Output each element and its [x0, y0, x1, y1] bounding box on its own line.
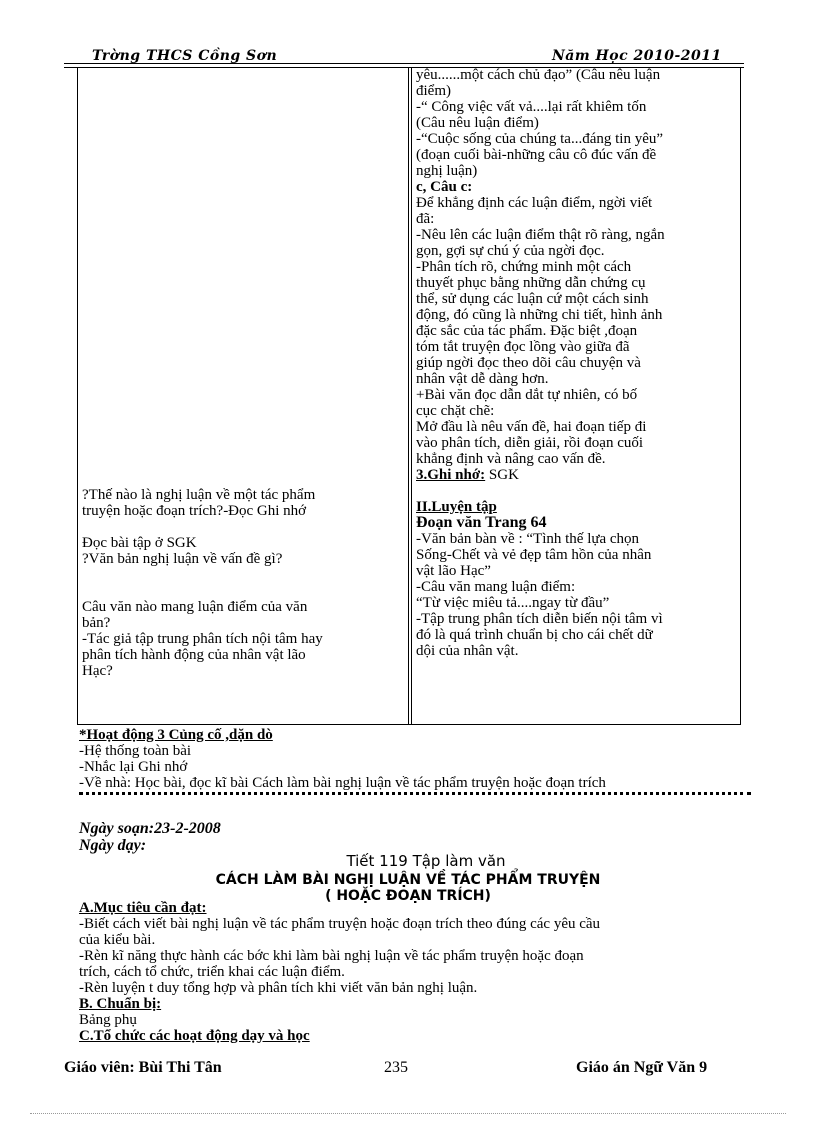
activity-3-line: -Hệ thống toàn bài [79, 743, 192, 759]
section-b-heading: B. Chuẩn bị: [79, 996, 162, 1012]
header-year: Năm Học 2010-2011 [552, 48, 722, 64]
lesson-dates [79, 820, 221, 854]
right-column-line: c, Câu c: [416, 179, 473, 195]
lesson-title: Tiết 119 Tập làm văn [346, 852, 506, 870]
bottom-dotted-line [30, 1113, 786, 1114]
footer-teacher: Giáo viên: Bùi Thi Tân [64, 1059, 222, 1076]
section-a-line: -Rèn kĩ năng thực hành các bớc khi làm bài nghị luận về tác phẩm truyện hoặc đoạn [79, 948, 584, 964]
right-column-line: “Từ việc miêu tả....ngay từ đầu” [416, 595, 610, 611]
lesson-table [77, 67, 741, 725]
lesson-heading-line1: CÁCH LÀM BÀI NGHỊ LUẬN VỀ TÁC PHẨM TRUYỆN [215, 872, 601, 888]
left-column-line [82, 519, 402, 535]
activity-3-line: -Nhắc lại Ghi nhớ [79, 759, 188, 775]
left-column-line: Câu văn nào mang luận điểm của văn [82, 599, 308, 615]
left-column-line [82, 567, 402, 583]
section-b-line: Bảng phụ [79, 1012, 137, 1028]
right-column-line: thuyết phục bằng những dẫn chứng cụ [416, 275, 646, 291]
left-column-line: -Tác giả tập trung phân tích nội tâm hay [82, 631, 323, 647]
left-column-line: truyện hoặc đoạn trích?-Đọc Ghi nhớ [82, 503, 307, 519]
right-column-line: Đoạn văn Trang 64 [416, 514, 547, 531]
right-column-line [416, 483, 734, 499]
right-column-line: gọn, gợi sự chú ý của ngời đọc. [416, 243, 605, 259]
right-column-line: khẳng định và nâng cao vấn đề. [416, 451, 606, 467]
right-column-line: -“Cuộc sống của chúng ta...đáng tin yêu” [416, 131, 664, 147]
footer-subject: Giáo án Ngữ Văn 9 [576, 1059, 708, 1076]
right-column-line: Sống-Chết và vẻ đẹp tâm hồn của nhân [416, 547, 652, 563]
left-column-line: ?Thế nào là nghị luận về một tác phẩm [82, 487, 316, 503]
right-column-line: (đoạn cuối bài-những câu cô đúc vấn đề [416, 147, 657, 163]
right-column-line: nghị luận) [416, 163, 478, 179]
right-column-line: đã: [416, 211, 435, 227]
right-column-line: giúp ngời đọc theo dõi câu chuyện và [416, 355, 641, 371]
left-column-line [82, 583, 402, 599]
right-column-line: đặc sắc của tác phẩm. Đặc biệt ,đoạn [416, 323, 638, 339]
section-a-line: của kiểu bài. [79, 932, 156, 948]
activity-3-section [79, 727, 747, 791]
activity-3-line: -Về nhà: Học bài, đọc kĩ bài Cách làm bài nghị luận về tác phẩm truyện hoặc đoạn trích [79, 775, 606, 791]
left-column-line: ?Văn bản nghị luận về vấn đề gì? [82, 551, 283, 567]
ghi-nho-label: 3.Ghi nhớ: [416, 467, 486, 483]
left-column-line: bản? [82, 615, 111, 631]
right-column-line: vào phân tích, diễn giải, rồi đoạn cuối [416, 435, 644, 451]
right-column-line: -Nêu lên các luận điểm thật rõ ràng, ngắn [416, 227, 665, 243]
right-column [416, 67, 734, 659]
right-column-line: +Bài văn đọc dẫn dắt tự nhiên, có bố [416, 387, 638, 403]
footer-page-number: 235 [384, 1059, 408, 1076]
right-column-line: tóm tắt truyện đọc lồng vào giữa đã [416, 339, 630, 355]
section-c-heading: C.Tổ chức các hoạt động dạy và học [79, 1028, 310, 1044]
left-column-line: Đọc bài tập ở SGK [82, 535, 197, 551]
left-column-line: Hạc? [82, 663, 113, 679]
right-column-line: Để khẳng định các luận điểm, ngời viết [416, 195, 653, 211]
dotted-separator [79, 792, 751, 795]
lesson-body [79, 900, 752, 1044]
left-column [82, 487, 402, 679]
section-a-line: trích, cách tổ chức, triển khai các luận điểm. [79, 964, 345, 980]
date-prepared: Ngày soạn:23-2-2008 [79, 820, 221, 837]
right-column-line: thể, sử dụng các luận cứ một cách sinh [416, 291, 649, 307]
right-column-line: -Phân tích rõ, chứng minh một cách [416, 259, 632, 275]
right-column-line: II.Luyện tập [416, 499, 497, 515]
right-column-line: -Tập trung phân tích diễn biến nội tâm vì [416, 611, 663, 627]
date-taught: Ngày dạy: [79, 837, 147, 854]
activity-3-heading: *Hoạt động 3 Củng cố ,dặn dò [79, 727, 273, 743]
right-column-line: nhân vật dễ dàng hơn. [416, 371, 549, 387]
column-divider [408, 67, 412, 724]
right-column-line: Mở đầu là nêu vấn đề, hai đoạn tiếp đi [416, 419, 647, 435]
right-column-line: -Văn bản bàn về : “Tình thế lựa chọn [416, 531, 640, 547]
right-column-line: vật lão Hạc” [416, 563, 491, 579]
section-a-line: -Rèn luyện t duy tổng hợp và phân tích khi viết văn bản nghị luận. [79, 980, 478, 996]
right-column-line: điểm) [416, 83, 451, 99]
left-column-line: phân tích hành động của nhân vật lão [82, 647, 306, 663]
section-a-heading: A.Mục tiêu cần đạt: [79, 900, 207, 916]
right-column-line: -Câu văn mang luận điểm: [416, 579, 576, 595]
right-column-line: yêu......một cách chủ đạo” (Câu nêu luận [416, 67, 661, 83]
right-column-line: động, đó cũng là những chi tiết, hình ảnh [416, 307, 663, 323]
section-a-line: -Biết cách viết bài nghị luận về tác phẩm truyện hoặc đoạn trích theo đúng các yêu cầu [79, 916, 601, 932]
right-column-line: 3.Ghi nhớ: SGK [416, 467, 519, 483]
right-column-line: -“ Công việc vất vả....lại rất khiêm tốn [416, 99, 647, 115]
lesson-heading-line2: ( HOẶC ĐOẠN TRÍCH) [325, 888, 491, 904]
right-column-line: dội của nhân vật. [416, 643, 519, 659]
header-school: Trờng THCS Cồng Sơn [92, 48, 278, 64]
right-column-line: đó là quá trình chuẩn bị cho cái chết dữ [416, 627, 653, 643]
right-column-line: cục chặt chẽ: [416, 403, 495, 419]
right-column-line: (Câu nêu luận điểm) [416, 115, 539, 131]
header-rule [64, 63, 744, 64]
